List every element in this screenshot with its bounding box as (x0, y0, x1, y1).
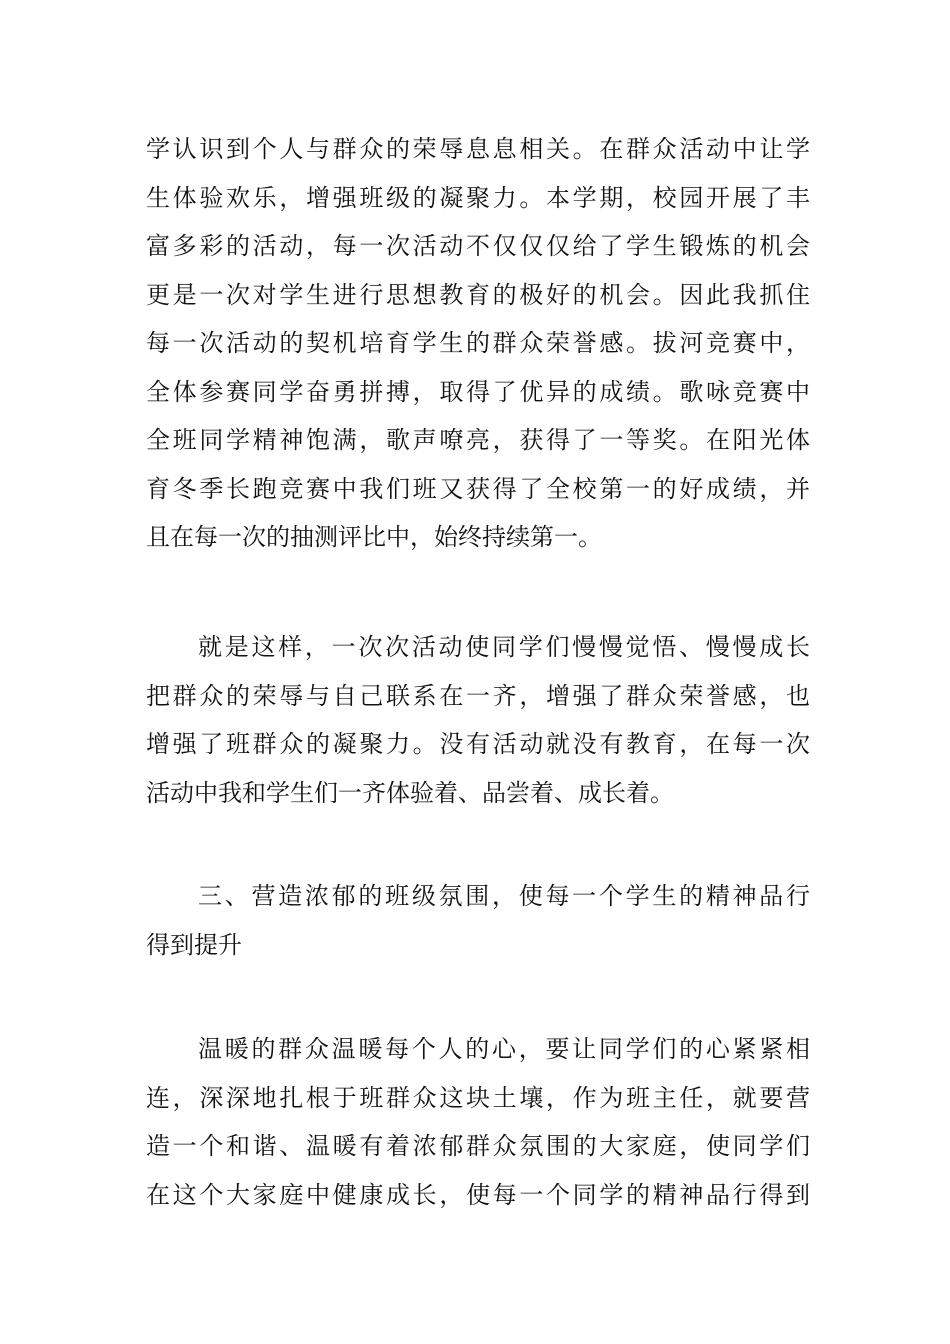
text-line: 育冬季长跑竞赛中我们班又获得了全校第一的好成绩，并 (146, 474, 810, 503)
text-line: 温暖的群众温暖每个人的心，要让同学们的心紧紧相 (198, 1035, 810, 1063)
text-line: 在这个大家庭中健康成长，使每一个同学的精神品行得到 (146, 1180, 810, 1209)
text-line: 且在每一次的抽测评比中，始终持续第一。 (146, 523, 602, 551)
section-heading (146, 872, 810, 969)
text-line: 每一次活动的契机培育学生的群众荣誉感。拔河竞赛中， (146, 329, 810, 357)
text-line: 就是这样，一次次活动使同学们慢慢觉悟、慢慢成长 (198, 633, 810, 661)
text-line: 把群众的荣辱与自己联系在一齐，增强了群众荣誉感，也 (146, 681, 810, 710)
text-line: 造一个和谐、温暖有着浓郁群众氛围的大家庭，使同学们 (146, 1132, 810, 1160)
text-line: 得到提升 (146, 930, 242, 959)
text-line: 学认识到个人与群众的荣辱息息相关。在群众活动中让学 (146, 135, 810, 163)
text-line: 活动中我和学生们一齐体验着、品尝着、成长着。 (146, 778, 674, 807)
text-line: 生体验欢乐，增强班级的凝聚力。本学期，校园开展了丰 (146, 183, 810, 212)
text-line: 三、营造浓郁的班级氛围，使每一个学生的精神品行 (198, 882, 810, 910)
text-line: 全班同学精神饱满，歌声嘹亮，获得了一等奖。在阳光体 (146, 426, 810, 454)
text-line: 连，深深地扎根于班群众这块土壤，作为班主任，就要营 (146, 1083, 810, 1112)
paragraph-activities (146, 125, 810, 562)
text-line: 增强了班群众的凝聚力。没有活动就没有教育，在每一次 (146, 730, 810, 758)
paragraph-atmosphere (146, 1025, 810, 1219)
text-line: 全体参赛同学奋勇拼搏，取得了优异的成绩。歌咏竞赛中 (146, 377, 810, 406)
paragraph-growth (146, 623, 810, 817)
text-line: 更是一次对学生进行思想教育的极好的机会。因此我抓住 (146, 280, 810, 309)
text-line: 富多彩的活动，每一次活动不仅仅仅给了学生锻炼的机会 (146, 232, 810, 260)
